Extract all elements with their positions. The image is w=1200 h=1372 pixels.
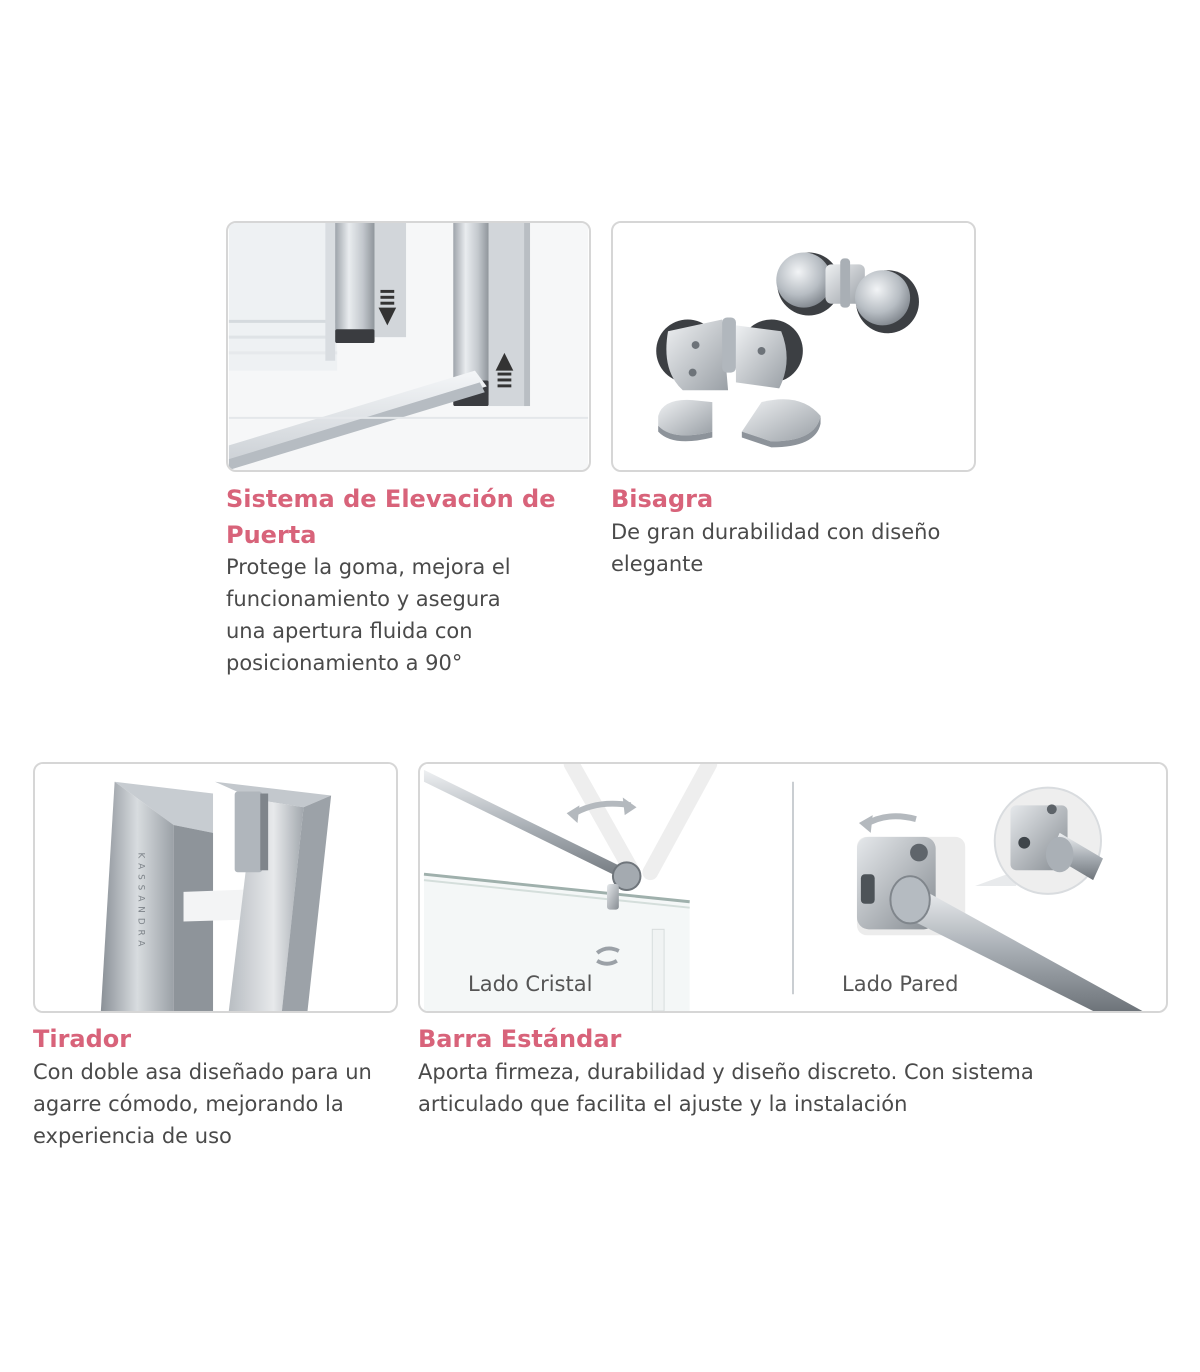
feature-description-door-lift: Protege la goma, mejora el funcionamiento y asegura una apertura fluida con posicionamiento a 90°: [226, 555, 511, 675]
hinge-image-card: [611, 221, 976, 472]
glass-side-label: Lado Cristal: [468, 972, 593, 996]
door-lift-system-icon: [228, 223, 589, 470]
handle-engraving-text: KASSANDRA: [135, 852, 146, 952]
handle-icon: [35, 764, 396, 1011]
wall-side-label: Lado Pared: [842, 972, 959, 996]
feature-title-hinge: Bisagra: [611, 485, 714, 513]
feature-description-support-bar: Aporta firmeza, durabilidad y diseño discreto. Con sistema articulado que facilita el ajuste y la instalación: [418, 1060, 1034, 1116]
feature-description-hinge: De gran durabilidad con diseño elegante: [611, 520, 941, 576]
feature-title-door-lift: Sistema de Elevación de Puerta: [226, 485, 556, 549]
feature-title-handle: Tirador: [33, 1025, 132, 1053]
door-lift-image-card: [226, 221, 591, 472]
feature-description-handle: Con doble asa diseñado para un agarre cómodo, mejorando la experiencia de uso: [33, 1060, 372, 1148]
hinge-icon: [613, 223, 974, 470]
feature-title-support-bar: Barra Estándar: [418, 1025, 622, 1053]
support-bar-image-card: [418, 762, 1168, 1013]
handle-image-card: [33, 762, 398, 1013]
